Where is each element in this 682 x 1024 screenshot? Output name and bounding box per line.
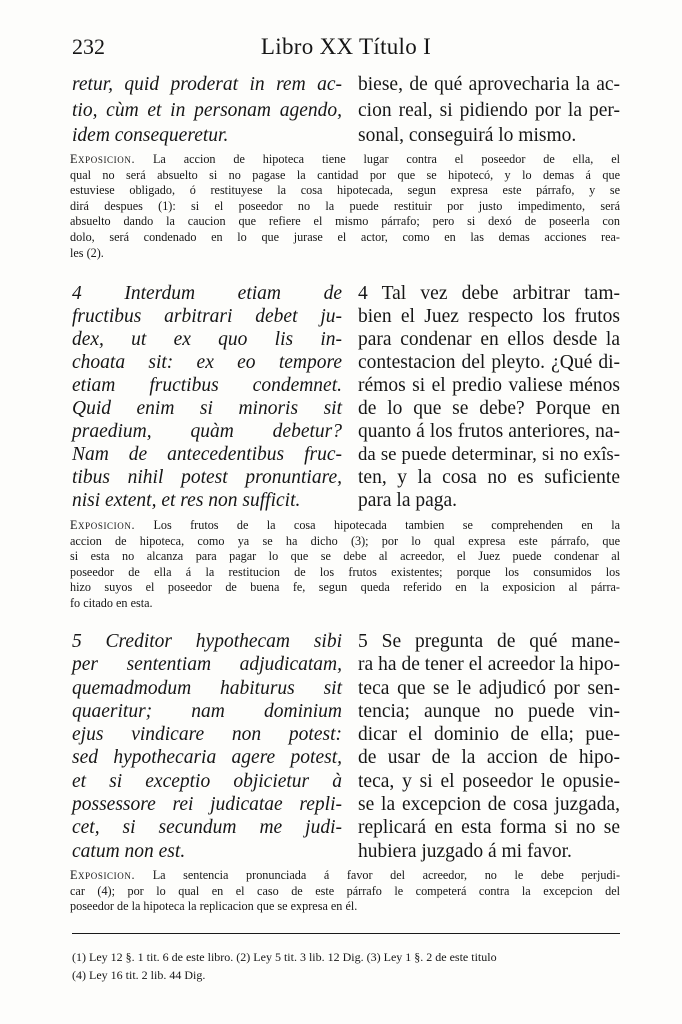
latin-line: 5 Creditor hypothecam sibi (72, 631, 342, 652)
spanish-line: teca que se le adjudicó por sen- (358, 677, 620, 699)
exposicion-line: absuelto dando la caucion que refiere el mismo párrafo; pero si dexó de poseerla con (70, 214, 620, 229)
spanish-line: da se puede determinar, si no exîs- (358, 444, 620, 465)
latin-line: etiam fructibus condemnet. (72, 375, 342, 396)
spanish-column-1 (358, 72, 620, 149)
exposicion-line: les (2). (70, 245, 104, 260)
latin-line: Nam de antecedentibus fruc- (72, 444, 342, 465)
exposicion-line: dolo, será condenado en lo que jurase el actor, como en las demas acciones rea- (70, 229, 620, 244)
latin-line: idem consequeretur. (72, 125, 229, 146)
latin-line: quaeritur; nam dominium (72, 700, 342, 722)
latin-line: per sententiam adjudicatam, (72, 654, 342, 676)
footnote-divider (72, 933, 620, 934)
exposicion-line: hizo suyos el poseedor de buena fe, segun queda referido en la exposicion al párra- (70, 580, 620, 595)
latin-line: retur, quid proderat in rem ac- (72, 74, 342, 95)
exposicion-line: qual no será absuelto si no pagase la cantidad por que se hipotecó, y lo demas á que (70, 167, 620, 182)
page-number: 232 (72, 34, 105, 59)
spanish-line: se la excepcion de cosa juzgada, (358, 794, 620, 816)
latin-column-2 (72, 282, 342, 512)
exposicion-line: poseedor de ella á la restitucion de los frutos existentes; porque los consumidos los (70, 564, 620, 579)
exposicion-line: La sentencia pronunciada á favor del acreedor, no le debe perjudi- (135, 868, 620, 882)
spanish-line: quanto á los frutos anteriores, na- (358, 421, 620, 442)
spanish-column-3 (358, 630, 620, 863)
exposicion-line: Los frutos de la cosa hipotecada tambien se comprehenden en la (135, 518, 620, 532)
spanish-line: teca, y si el poseedor le opusie- (358, 770, 620, 792)
spanish-line: tencia; aunque no puede vin- (358, 700, 620, 722)
footnotes (72, 948, 620, 984)
footnote-line: (4) Ley 16 tit. 2 lib. 44 Dig. (72, 968, 206, 982)
latin-line: catum non est. (72, 840, 186, 862)
latin-line: nisi extent, et res non sufficit. (72, 490, 301, 511)
spanish-line: de usar de la accion de hipo- (358, 747, 620, 769)
exposicion-line: La accion de hipoteca tiene lugar contra el poseedor de ella, el (135, 152, 620, 166)
latin-line: cet, si secundum me judi- (72, 817, 342, 839)
spanish-line: ra ha de tener el acreedor la hipo- (358, 654, 620, 676)
running-header (72, 34, 620, 64)
exposicion-label: Exposicion. (70, 868, 136, 882)
latin-line: choata sit: ex eo tempore (72, 352, 342, 373)
latin-line: praedium, quàm debetur? (72, 421, 342, 442)
footnote-line: (1) Ley 12 §. 1 tit. 6 de este libro. (2) Ley 5 tit. 3 lib. 12 Dig. (3) Ley 1 §. 2 de este titulo (72, 950, 497, 964)
spanish-line: para la paga. (358, 490, 458, 511)
latin-column-1 (72, 72, 342, 149)
latin-line: et si exceptio objicietur à (72, 770, 342, 792)
exposicion-line: fo citado en esta. (70, 595, 153, 610)
latin-line: sed hypothecaria agere potest, (72, 747, 342, 769)
page-title: Libro XX Título I (260, 34, 432, 59)
exposicion-line: car (4); por lo qual en el caso de este párrafo le competerá contra la excepcion del (70, 883, 620, 898)
spanish-line: replicará en esta forma si no se (358, 817, 620, 839)
latin-line: tibus nihil potest pronuntiare, (72, 467, 342, 488)
exposicion-1 (70, 152, 620, 261)
exposicion-2 (70, 518, 620, 612)
latin-line: ejus vindicare non potest: (72, 724, 342, 746)
latin-line: tio, cùm et in personam agendo, (72, 99, 342, 121)
spanish-line: hubiera juzgado á mi favor. (358, 840, 572, 862)
spanish-line: dicar el dominio de ella; pue- (358, 724, 620, 746)
exposicion-label: Exposicion. (70, 152, 136, 166)
spanish-line: 4 Tal vez debe arbitrar tam- (358, 283, 620, 304)
spanish-line: contestacion del pleyto. ¿Qué di- (358, 352, 620, 373)
exposicion-line: accion de hipoteca, como ya se ha dicho (3); por lo qual expresa este párrafo, que (70, 533, 620, 548)
exposicion-line: estuviese obligado, ó restituyese la cosa hipotecada, segun expresa este párrafo, y se (70, 183, 620, 198)
latin-line: quemadmodum habiturus sit (72, 677, 342, 699)
spanish-line: para condenar en ellos desde la (358, 329, 620, 350)
spanish-line: cion real, si pidiendo por la per- (358, 99, 620, 121)
latin-line: fructibus arbitrari debet ju- (72, 306, 342, 327)
exposicion-line: dirá despues (1): si el poseedor no la puede restituir por justo impedimento, será (70, 198, 620, 213)
spanish-line: bien el Juez respecto los frutos (358, 306, 620, 327)
exposicion-label: Exposicion. (70, 518, 136, 532)
spanish-column-2 (358, 282, 620, 512)
spanish-line: 5 Se pregunta de qué mane- (358, 631, 620, 652)
spanish-line: rémos si el predio valiese ménos (358, 375, 620, 396)
latin-column-3 (72, 630, 342, 863)
latin-line: Quid enim si minoris sit (72, 398, 342, 419)
spanish-line: ten, y la cosa no es suficiente (358, 467, 620, 488)
latin-line: 4 Interdum etiam de (72, 283, 342, 304)
spanish-line: sonal, conseguirá lo mismo. (358, 125, 577, 146)
latin-line: possessore rei judicatae repli- (72, 794, 342, 816)
exposicion-3 (70, 868, 620, 915)
spanish-line: de lo que se debe? Porque en (358, 398, 620, 419)
exposicion-line: poseedor de la hipoteca la replicacion que se expresa en él. (70, 899, 358, 914)
exposicion-line: si esta no alcanza para pagar lo que se debe al acreedor, el Juez puede condenar al (70, 549, 620, 564)
spanish-line: biese, de qué aprovecharia la ac- (358, 74, 620, 95)
latin-line: dex, ut ex quo lis in- (72, 329, 342, 350)
